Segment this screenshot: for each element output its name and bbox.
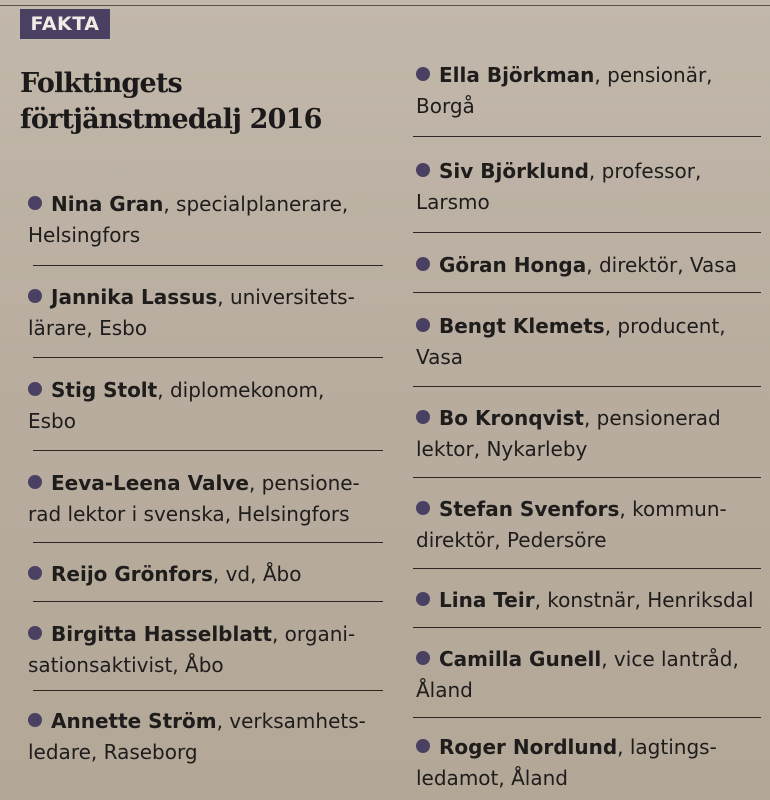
recipient-name: Annette Ström: [51, 709, 217, 733]
list-item: [28, 282, 393, 344]
recipient-name: Siv Björklund: [439, 159, 589, 183]
list-item: [28, 189, 393, 251]
list-item: [416, 585, 770, 616]
headline: [20, 66, 390, 138]
list-item: [416, 156, 770, 218]
recipient-title-cont: Esbo: [28, 409, 76, 433]
bullet-icon: [416, 67, 430, 81]
list-item: [416, 311, 770, 373]
recipient-name: Ella Björkman: [439, 63, 595, 87]
divider: [413, 627, 761, 628]
recipient-name: Reijo Grönfors: [51, 562, 213, 586]
bullet-icon: [28, 566, 42, 580]
list-item: [416, 644, 770, 706]
divider: [413, 477, 761, 478]
recipient-name: Göran Honga: [439, 253, 587, 277]
list-item: [416, 732, 770, 794]
bullet-icon: [416, 501, 430, 515]
recipient-title: , direktör, Vasa: [586, 253, 737, 277]
list-item: [416, 494, 770, 556]
recipient-name: Jannika Lassus: [51, 285, 218, 309]
divider: [413, 568, 761, 569]
recipient-title: , producent,: [604, 314, 726, 338]
recipient-title: , organi-: [271, 622, 356, 646]
recipient-name: Eeva-Leena Valve: [51, 471, 249, 495]
list-item: [416, 403, 770, 465]
recipient-title: , vice lantråd,: [601, 647, 739, 671]
recipient-name: Bo Kronqvist: [439, 406, 584, 430]
list-item: [416, 60, 770, 122]
fakta-label: FAKTA: [20, 9, 110, 39]
divider: [413, 386, 761, 387]
recipient-title: , vd, Åbo: [212, 562, 302, 586]
recipient-name: Bengt Klemets: [439, 314, 605, 338]
recipient-title-cont: Borgå: [416, 94, 475, 118]
recipient-title: , konstnär, Henriksdal: [534, 588, 754, 612]
recipient-name: Nina Gran: [51, 192, 164, 216]
divider: [33, 542, 383, 543]
recipient-title-cont: Åland: [416, 678, 473, 702]
list-item: [28, 619, 393, 681]
divider: [33, 357, 383, 358]
headline-line-2: förtjänstmedalj 2016: [20, 104, 322, 135]
bullet-icon: [416, 318, 430, 332]
recipient-title-cont: Larsmo: [416, 190, 490, 214]
bullet-icon: [28, 713, 42, 727]
bullet-icon: [416, 257, 430, 271]
recipient-name: Camilla Gunell: [439, 647, 602, 671]
recipient-name: Stefan Svenfors: [439, 497, 620, 521]
divider: [413, 292, 761, 293]
bullet-icon: [416, 739, 430, 753]
recipient-title: , verksamhets-: [216, 709, 366, 733]
bullet-icon: [416, 410, 430, 424]
divider: [413, 232, 761, 233]
divider: [33, 450, 383, 451]
recipient-title-cont: lektor, Nykarleby: [416, 437, 588, 461]
headline-line-1: Folktingets: [20, 68, 182, 99]
recipient-title: , professor,: [588, 159, 702, 183]
recipient-name: Stig Stolt: [51, 378, 158, 402]
top-rule: [0, 5, 770, 6]
recipient-title: , pensione-: [248, 471, 360, 495]
recipient-title: , pensionerad: [583, 406, 721, 430]
divider: [33, 265, 383, 266]
bullet-icon: [28, 475, 42, 489]
bullet-icon: [28, 196, 42, 210]
recipient-name: Birgitta Hasselblatt: [51, 622, 272, 646]
bullet-icon: [416, 592, 430, 606]
list-item: [28, 706, 393, 768]
recipient-title: , kommun-: [619, 497, 727, 521]
recipient-title-cont: lärare, Esbo: [28, 316, 148, 340]
bullet-icon: [28, 626, 42, 640]
divider: [33, 601, 383, 602]
recipient-title: , pensionär,: [594, 63, 713, 87]
list-item: [28, 559, 393, 590]
bullet-icon: [416, 651, 430, 665]
recipient-title-cont: rad lektor i svenska, Helsingfors: [28, 502, 350, 526]
divider: [413, 136, 761, 137]
recipient-title: , universitets-: [217, 285, 355, 309]
recipient-title-cont: sationsaktivist, Åbo: [28, 653, 224, 677]
bullet-icon: [28, 289, 42, 303]
list-item: [28, 375, 393, 437]
bullet-icon: [28, 382, 42, 396]
divider: [413, 717, 761, 718]
recipient-title: , specialplanerare,: [163, 192, 349, 216]
recipient-title: , lagtings-: [617, 735, 717, 759]
divider: [33, 690, 383, 691]
recipient-title-cont: ledare, Raseborg: [28, 740, 198, 764]
recipient-name: Lina Teir: [439, 588, 535, 612]
bullet-icon: [416, 163, 430, 177]
recipient-name: Roger Nordlund: [439, 735, 618, 759]
recipient-title-cont: Helsingfors: [28, 223, 141, 247]
recipient-title-cont: Vasa: [416, 345, 464, 369]
recipient-title-cont: direktör, Pedersöre: [416, 528, 607, 552]
list-item: [416, 250, 770, 281]
recipient-title: , diplomekonom,: [157, 378, 325, 402]
list-item: [28, 468, 393, 530]
recipient-title-cont: ledamot, Åland: [416, 766, 568, 790]
